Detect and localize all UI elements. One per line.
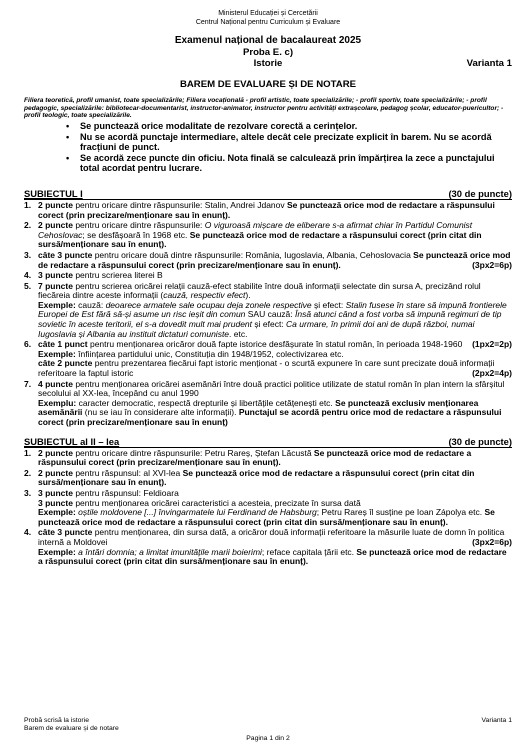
- subiect-1-items: [24, 201, 512, 428]
- list-item: 2. 2 puncte pentru răspunsul: al XVI-lea Se punctează orice mod de redactare a răspunsului corect (prin citat din sursă/menționare sau în enunț).: [24, 467, 475, 488]
- footer-left-2: Barem de evaluare și de notare: [24, 725, 119, 732]
- example-block: Exemple: oștile moldovene [...] învingarmatele lui Ferdinand de Habsburg; Petru Rareș îl susține pe Ioan Zápolya etc. Se punctează orice mod de redactare a răspunsului corect (prin citat din sursă/menționare sau în enunț).: [38, 507, 495, 527]
- subiect-2-items: [24, 449, 512, 567]
- rule-item: • Nu se acordă punctaje intermediare, altele decât cele precizate explicit în barem. Nu se acordă fracțiuni de punct.: [66, 131, 492, 153]
- score-note: (3px2=6p): [472, 259, 512, 270]
- list-item: 4. câte 3 puncte pentru menționarea, din sursa dată, a oricăror două informații referitoare la măsurile luate de domn în politica internă a Moldovei (3px2=6p) Exemple: a întări domnia; a limitat imunitățile marii boierimi; reface capitala țării etc. Se punctează orice mod de redactare a răspunsului corect (prin citat din sursă/menționare sau în enunț).: [24, 527, 512, 567]
- section-points: (30 de puncte): [448, 187, 512, 199]
- section-title: SUBIECTUL I: [24, 187, 83, 199]
- section-heading-subiect-2: [24, 436, 512, 448]
- subject-label: Istorie: [253, 58, 283, 70]
- example-block: Exemple: cauză: deoarece armatele sale ocupau deja zonele respective și efect: Stalin fusese în stare să impună frontierele Europei de Est fără să-și asume un risc ieșit din comun SAU cauză: Însă atunci când a fost vorba să impună regimuri de tip sovietic în aceste teritorii, el s-a dovedit mult mai prudent și efect: Ca urmare, în primii doi ani de după război, numai Iugoslavia și Albania au instituit dictaturi comuniste. etc.: [38, 299, 507, 339]
- institution-header: [24, 10, 512, 27]
- list-item: 3. 3 puncte pentru răspunsul: Feldioara 3 puncte pentru menționarea oricărei caracteristici a acesteia, precizate în sursa dată Exemple: oștile moldovene [...] învingarmatele lui Ferdinand de Habsburg; Petru Rareș îl susține pe Ioan Zápolya etc. Se punctează orice mod de redactare a răspunsului corect (prin citat din sursă/menționare sau în enunț).: [24, 489, 512, 527]
- list-item: 2. 2 puncte pentru oricare dintre răspunsurile: O viguroasă mișcare de eliberare s-a afirmat chiar în Partidul Comunist Cehoslovac; se desfășoară în 1968 etc. Se punctează orice mod de redactare a răspunsului corect (prin citat din sursă/menționare sau în enunț).: [24, 220, 482, 250]
- rule-item: • Se punctează orice modalitate de rezolvare corectă a cerințelor.: [66, 120, 358, 131]
- barem-title: BAREM DE EVALUARE ȘI DE NOTARE: [179, 79, 357, 91]
- list-item: 3. câte 3 puncte pentru oricare două dintre răspunsurile: România, Iugoslavia, Albania, Cehoslovacia Se punctează orice mod de redactare a răspunsului corect (prin precizare/menționare sau în enunț). (3px2=6p): [24, 249, 512, 270]
- rule-item: • Se acordă zece puncte din oficiu. Nota finală se calculează prin împărțirea la zece a punctajului total acordat pentru lucrare.: [66, 152, 495, 174]
- proba-label: Proba E. c): [242, 47, 294, 59]
- example-block: Exemplu: caracter democratic, respectă drepturile și libertățile cetățenești etc. Se punctează exclusiv menționarea asemănării (nu se iau în considerare alte informații). Punctajul se acordă pentru orice mod de redactare a răspunsului corect (prin precizare/menționare sau în enunț): [38, 397, 502, 427]
- footer-variant: Varianta 1: [481, 717, 512, 724]
- section-points: (30 de puncte): [448, 435, 512, 447]
- page-footer: [24, 717, 512, 743]
- list-item: 7. 4 puncte pentru menționarea oricărei asemănări între două practici politice utilizate de statul român în plan intern la sfârșitul secolului al XX-lea, începând cu anul 1990 Exemplu: caracter democratic, respectă drepturile și libertățile cetățenești etc. Se punctează exclusiv menționarea asemănării (nu se iau în considerare alte informații). Punctajul se acordă pentru orice mod de redactare a răspunsului corect (prin precizare/menționare sau în enunț): [24, 380, 512, 428]
- example-block: Exemple: înființarea partidului unic, Constituția din 1948/1952, colectivizarea etc.: [38, 348, 344, 359]
- bullet-icon: •: [66, 131, 70, 142]
- center-name: Centrul Național pentru Curriculum și Evaluare: [195, 18, 341, 26]
- list-item: 5. 7 puncte pentru scrierea oricărei relații cauză-efect stabilite între două informații selectate din sursa A, precizând rolul fiecăreia dintre aceste informații (cauză, respectiv efect). Exemple: cauză: deoarece armatele sale ocupau deja zonele respective și efect: Stalin fusese în stare să impună frontierele Europei de Est fără să-și asume un risc ieșit din comun SAU cauză: Însă atunci când a fost vorba să impună regimuri de tip sovietic în aceste teritorii, el s-a dovedit mult mai prudent și efect: Ca urmare, în primii doi ani de după război, numai Iugoslavia și Albania au instituit dictaturi comuniste. etc.: [24, 282, 512, 340]
- section-heading-subiect-1: [24, 188, 512, 200]
- score-note: (2px2=4p): [472, 368, 512, 379]
- list-item: 1. 2 puncte pentru oricare dintre răspunsurile: Stalin, Andrei Jdanov Se punctează orice mod de redactare a răspunsului corect (prin precizare/menționare sau în enunț).: [24, 199, 495, 220]
- footer-left-1: Probă scrisă la istorie: [24, 717, 89, 724]
- list-item: 6. câte 1 punct pentru menționarea oricăror două fapte istorice desfășurate în statul român, în perioada 1948-1960 (1px2=2p) Exemple: înființarea partidului unic, Constituția din 1948/1952, colectivizarea etc. câte 2 puncte pentru prezentarea fiecărui fapt istoric menționat - o scurtă expunere în care sunt precizate două informații referitoare la faptul istoric (2px2=4p): [24, 339, 512, 379]
- ministry-name: Ministerul Educației și Cercetării: [218, 10, 318, 17]
- score-note: (3px2=6p): [472, 536, 512, 547]
- list-item: 4. 3 puncte pentru scrierea literei B: [24, 270, 163, 281]
- bullet-icon: •: [66, 120, 70, 131]
- score-note: (1px2=2p): [472, 339, 512, 350]
- exam-title: Examenul național de bacalaureat 2025: [174, 35, 362, 47]
- subject-line: [24, 58, 512, 69]
- proba-line: [24, 47, 512, 58]
- variant-label: Varianta 1: [466, 58, 512, 70]
- list-item: 1. 2 puncte pentru oricare dintre răspunsurile: Petru Rareș, Ștefan Lăcustă Se punctează orice mod de redactare a răspunsului corect (prin precizare/menționare sau în enunț).: [24, 447, 472, 468]
- page-number: Pagina 1 din 2: [246, 735, 290, 742]
- general-rules: [24, 121, 512, 174]
- filiera-text: Filiera teoretică, profil umanist, toate specializările; Filiera vocațională - profil artistic, toate specializările; - profil sportiv, toate specializările; - profil pedagogic, specializările: bibliotecar-documentarist, instructor-animator, instructor pentru activități extrașcolare, pedagog școlar, educator-puericultor; - profil teologic, toate specializările.: [24, 97, 504, 120]
- bullet-icon: •: [66, 152, 70, 163]
- document-page: [24, 10, 512, 568]
- example-block: Exemple: a întări domnia; a limitat imunitățile marii boierimi; reface capitala țării etc. Se punctează orice mod de redactare a răspunsului corect (prin citat din sursă/menționare sau în enunț).: [38, 546, 507, 567]
- section-title: SUBIECTUL al II – lea: [24, 435, 120, 447]
